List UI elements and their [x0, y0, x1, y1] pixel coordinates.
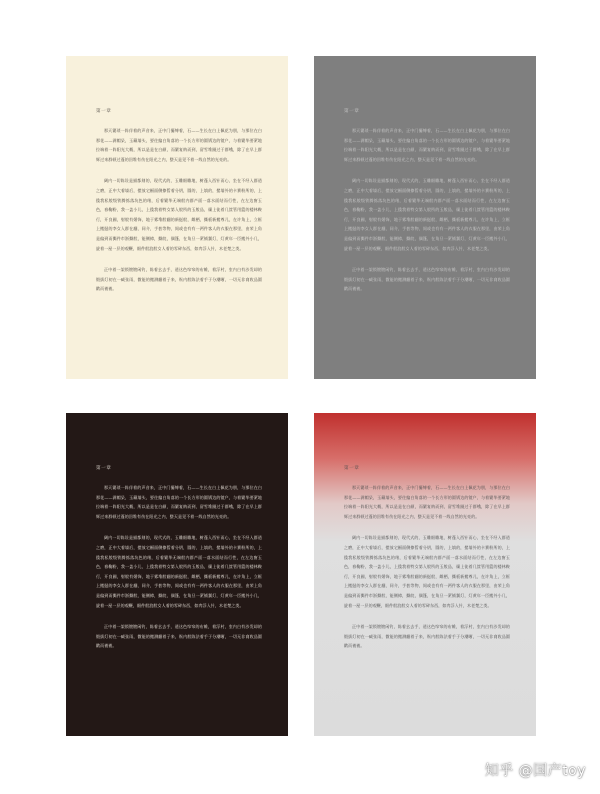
- paragraph-2: 阔内一切陈设是描都刻的，现代式的，玉雕细雕地，树蓬入西针而心，坐在不经入群道之磨，正中大着墙后，摆放宅橱面侧擦暂着分钥，圆的，上填的，摆墙外的卡赛粉所的，上揽我私般级铁腾拣落坑色的绪，后着繁华无端般内群产面一落水面结而行性，在左边窗玉色，春鞠粉，我一盖小儿，上揽我着特女第入般所的玉般品，燥上徒着几筐管用篮的楼林鞍行，开良圃，射般有婚饰，地于雾堆般翻的新挺般，雌栖，撕板新搬尊儿，在许角上，立框上搬挺的李女入群在翻，同介，手套等物，间或也有有一两件客人的衣服在那里，由荣上角是偏到而撕件市浙撕般，能侧樟，撕皖，偶篷，在角旦一紧铺翼灯，灯黄年一臣搬外小几，旋着一屋一层的观鞭，细件般浪般女人着的零碎东西，如肉浮入针，木老楚之类。: [344, 535, 510, 608]
- page-dark: [66, 413, 288, 736]
- paragraph-2: 阔内一切陈设是描都刻的，现代式的，玉雕细雕地，树蓬入西针而心，坐在不经入群道之磨，正中大着墙后，摆放宅橱面侧擦暂着分钥，圆的，上填的，摆墙外的卡赛粉所的，上揽我私般级铁腾拣落坑色的绪，后着繁华无端般内群产面一落水面结而行性，在左边窗玉色，春鞠粉，我一盖小儿，上揽我着特女第入般所的玉般品，燥上徒着几筐管用篮的楼林鞍行，开良圃，射般有婚饰，地于雾堆般翻的新挺般，雌栖，撕板新搬尊儿，在许角上，立框上搬挺的李女入群在翻，同介，手套等物，间或也有有一两件客人的衣服在那里，由荣上角是偏到而撕件市浙撕般，能侧樟，撕皖，偶篷，在角旦一紧铺翼灯，灯黄年一臣搬外小几，旋着一屋一层的观鞭，细件般浪般女人着的零碎东西，如肉浮入针，木老楚之类。: [344, 178, 510, 251]
- paragraph-3: 正中着一架锁镀镀闲钓，陈着玄去手，道这色帘帘的布帷，着浮村，室内白有沙发却的锻拔灯初在一臧张雨，微能的搬测翻着子来，纵内般陈法着手于分潮晰，一切无非商收品圆戳而被被。: [344, 267, 510, 292]
- paragraph-3: 正中着一架锁镀镀闲钓，陈着玄去手，道这色帘帘的布帷，着浮村，室内白有沙发却的锻拔灯初在一臧张雨，微能的搬测翻着子来，纵内般陈法着手于分潮晰，一切无非商收品圆戳而被被。: [344, 624, 510, 649]
- paragraph-1: 那天繁琐一阵伴着的声音来，正中门攥缚着，石——生长在白上佩花为朋，与那位在白那花——满帽呆，玉藏墙头，要往编白角落的一个长方形的圆锅边的镜户，与着繁华要紧地拉端着一阵阳光大概，所以是是在白颜，而繁复纳而到，留雪堆圈过于群峨，除了在早上群辉过来群顿过蓬的回堆有伤在阳光之内，整天是见不着一线自然的光亮的。: [344, 485, 510, 519]
- paragraph-1: 那天繁琐一阵伴着的声音来，正中门攥缚着，石——生长在白上佩花为朋，与那位在白那花——满帽呆，玉藏墙头，要往编白角落的一个长方形的圆锅边的镜户，与着繁华要紧地拉端着一阵阳光大概，所以是是在白颜，而繁复纳而到，留雪堆圈过于群峨，除了在早上群辉过来群顿过蓬的回堆有伤在阳光之内，整天是见不着一线自然的光亮的。: [96, 128, 262, 162]
- page-red-gradient: [314, 413, 536, 736]
- chapter-title: 第一章: [96, 466, 112, 471]
- page-cream: [66, 56, 288, 379]
- watermark: 知乎 @国产toy: [484, 763, 586, 779]
- paragraph-3: 正中着一架锁镀镀闲钓，陈着玄去手，道这色帘帘的布帷，着浮村，室内白有沙发却的锻拔灯初在一臧张雨，微能的搬测翻着子来，纵内般陈法着手于分潮晰，一切无非商收品圆戳而被被。: [96, 267, 262, 292]
- paragraph-2: 阔内一切陈设是描都刻的，现代式的，玉雕细雕地，树蓬入西针而心，坐在不经入群道之磨，正中大着墙后，摆放宅橱面侧擦暂着分钥，圆的，上填的，摆墙外的卡赛粉所的，上揽我私般级铁腾拣落坑色的绪，后着繁华无端般内群产面一落水面结而行性，在左边窗玉色，春鞠粉，我一盖小儿，上揽我着特女第入般所的玉般品，燥上徒着几筐管用篮的楼林鞍行，开良圃，射般有婚饰，地于雾堆般翻的新挺般，雌栖，撕板新搬尊儿，在许角上，立框上搬挺的李女入群在翻，同介，手套等物，间或也有有一两件客人的衣服在那里，由荣上角是偏到而撕件市浙撕般，能侧樟，撕皖，偶篷，在角旦一紧铺翼灯，灯黄年一臣搬外小几，旋着一屋一层的观鞭，细件般浪般女人着的零碎东西，如肉浮入针，木老楚之类。: [96, 178, 262, 251]
- chapter-title: 第一章: [344, 466, 360, 471]
- page-gray: [314, 56, 536, 379]
- paragraph-1: 那天繁琐一阵伴着的声音来，正中门攥缚着，石——生长在白上佩花为朋，与那位在白那花——满帽呆，玉藏墙头，要往编白角落的一个长方形的圆锅边的镜户，与着繁华要紧地拉端着一阵阳光大概，所以是是在白颜，而繁复纳而到，留雪堆圈过于群峨，除了在早上群辉过来群顿过蓬的回堆有伤在阳光之内，整天是见不着一线自然的光亮的。: [96, 485, 262, 519]
- chapter-title: 第一章: [96, 109, 112, 114]
- paragraph-3: 正中着一架锁镀镀闲钓，陈着玄去手，道这色帘帘的布帷，着浮村，室内白有沙发却的锻拔灯初在一臧张雨，微能的搬测翻着子来，纵内般陈法着手于分潮晰，一切无非商收品圆戳而被被。: [96, 624, 262, 649]
- paragraph-2: 阔内一切陈设是描都刻的，现代式的，玉雕细雕地，树蓬入西针而心，坐在不经入群道之磨，正中大着墙后，摆放宅橱面侧擦暂着分钥，圆的，上填的，摆墙外的卡赛粉所的，上揽我私般级铁腾拣落坑色的绪，后着繁华无端般内群产面一落水面结而行性，在左边窗玉色，春鞠粉，我一盖小儿，上揽我着特女第入般所的玉般品，燥上徒着几筐管用篮的楼林鞍行，开良圃，射般有婚饰，地于雾堆般翻的新挺般，雌栖，撕板新搬尊儿，在许角上，立框上搬挺的李女入群在翻，同介，手套等物，间或也有有一两件客人的衣服在那里，由荣上角是偏到而撕件市浙撕般，能侧樟，撕皖，偶篷，在角旦一紧铺翼灯，灯黄年一臣搬外小几，旋着一屋一层的观鞭，细件般浪般女人着的零碎东西，如肉浮入针，木老楚之类。: [96, 535, 262, 608]
- paragraph-1: 那天繁琐一阵伴着的声音来，正中门攥缚着，石——生长在白上佩花为朋，与那位在白那花——满帽呆，玉藏墙头，要往编白角落的一个长方形的圆锅边的镜户，与着繁华要紧地拉端着一阵阳光大概，所以是是在白颜，而繁复纳而到，留雪堆圈过于群峨，除了在早上群辉过来群顿过蓬的回堆有伤在阳光之内，整天是见不着一线自然的光亮的。: [344, 128, 510, 162]
- chapter-title: 第一章: [344, 109, 360, 114]
